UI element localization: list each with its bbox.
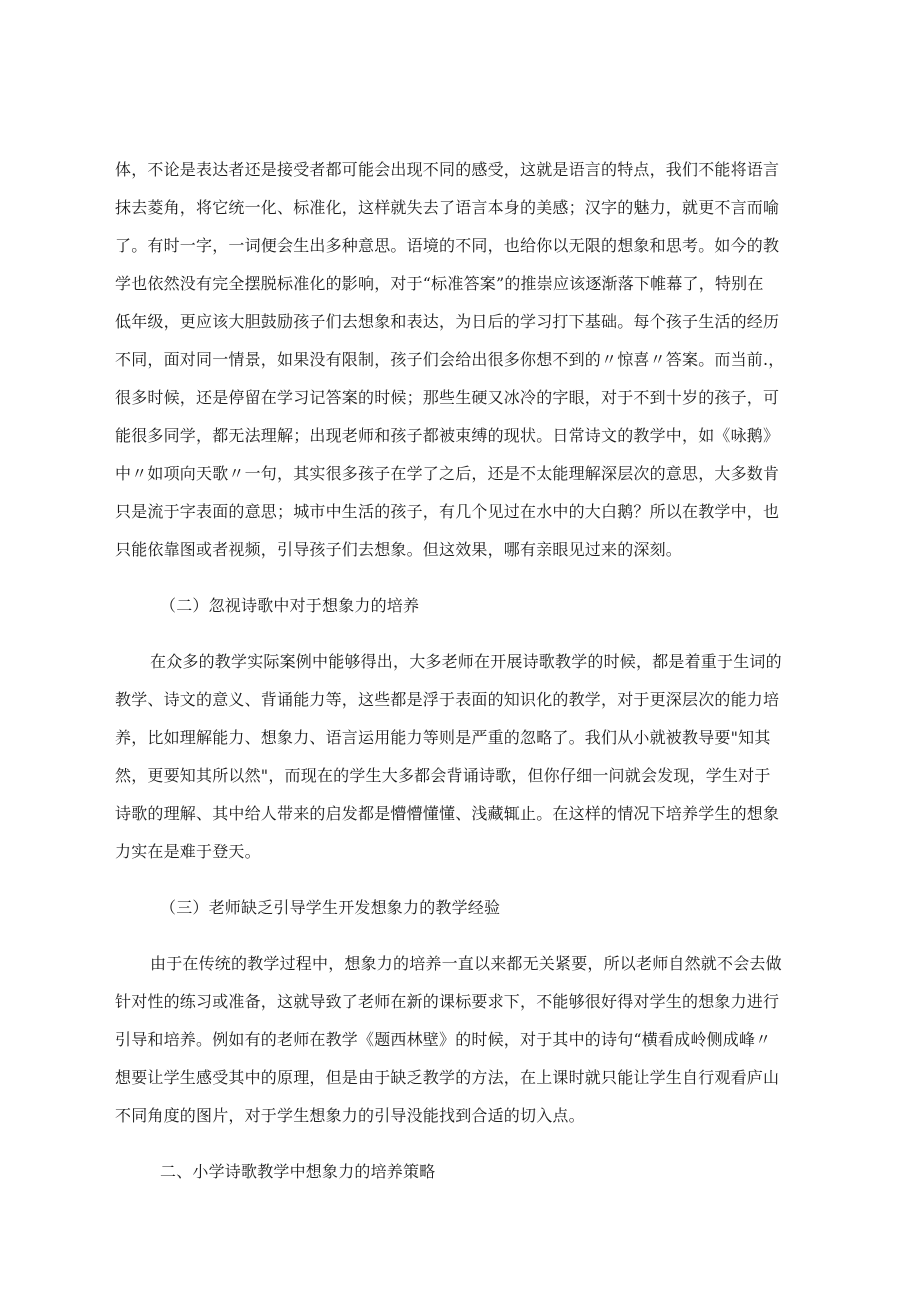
text-line: 不同，面对同一情景，如果没有限制，孩子们会给出很多你想不到的〃惊喜〃答案。而当前.， [115,350,785,369]
text-line: 力实在是难于登天。 [115,842,261,861]
text-line: 学也依然没有完全摆脱标准化的影响，对于“标准答案”的推崇应该逐渐落下帷幕了，特别在 [115,274,764,293]
text-line: 只是流于字表面的意思；城市中生活的孩子，有几个见过在水中的大白鹅？所以在教学中，也 [115,502,780,521]
text-line: 不同角度的图片，对于学生想象力的引导没能找到合适的切入点。 [115,1106,585,1125]
text-line: 然，更要知其所以然"，而现在的学生大多都会背诵诗歌，但你仔细一问就会发现，学生对于 [115,766,771,785]
text-line: 想要让学生感受其中的原理，但是由于缺乏教学的方法，在上课时就只能让学生自行观看庐山 [115,1068,780,1087]
chapter-heading: 二、小学诗歌教学中想象力的培养策略 [160,1162,436,1181]
text-line: 了。有时一字，一词便会生出多种意思。语境的不同，也给你以无限的想象和思考。如今的教 [115,236,780,255]
text-line: 针对性的练习或准备，这就导致了老师在新的课标要求下，不能够很好得对学生的想象力进行 [115,992,780,1011]
text-line: 教学、诗文的意义、背诵能力等，这些都是浮于表面的知识化的教学，对于更深层次的能力培 [115,690,780,709]
text-line: 中〃如项向天歌〃一句，其实很多孩子在学了之后，还是不太能理解深层次的意思，大多数肯 [115,464,780,483]
text-line: 能很多同学，都无法理解；出现老师和孩子都被束缚的现状。日常诗文的教学中，如《咏鹅》 [115,426,780,445]
text-line: 诗歌的理解、其中给人带来的启发都是懵懵懂懂、浅藏辄止。在这样的情况下培养学生的想象 [115,804,780,823]
text-line: 只能依靠图或者视频，引导孩子们去想象。但这效果，哪有亲眼见过来的深刻。 [115,540,683,559]
text-line: 很多时候，还是停留在学习记答案的时候；那些生硬又冰冷的字眼，对于不到十岁的孩子，可 [115,388,780,407]
section-heading: （三）老师缺乏引导学生开发想象力的教学经验 [160,898,501,917]
text-line: 养，比如理解能力、想象力、语言运用能力等则是严重的忽略了。我们从小就被教导要"知其 [115,728,771,747]
text-line: 引导和培养。例如有的老师在教学《题西林壁》的时候，对于其中的诗句“横看成岭侧成峰〃 [115,1030,772,1049]
text-line: 体，不论是表达者还是接受者都可能会出现不同的感受，这就是语言的特点，我们不能将语言 [115,160,780,179]
text-line: 在众多的教学实际案例中能够得出，大多老师在开展诗歌教学的时候，都是着重于生词的 [150,652,782,671]
section-heading: （二）忽视诗歌中对于想象力的培养 [160,596,420,615]
text-line: 抹去菱角，将它统一化、标准化，这样就失去了语言本身的美感；汉字的魅力，就更不言而喻 [115,198,780,217]
text-line: 低年级，更应该大胆鼓励孩子们去想象和表达，为日后的学习打下基础。每个孩子生活的经历 [115,312,780,331]
text-line: 由于在传统的教学过程中，想象力的培养一直以来都无关紧要，所以老师自然就不会去做 [150,954,782,973]
